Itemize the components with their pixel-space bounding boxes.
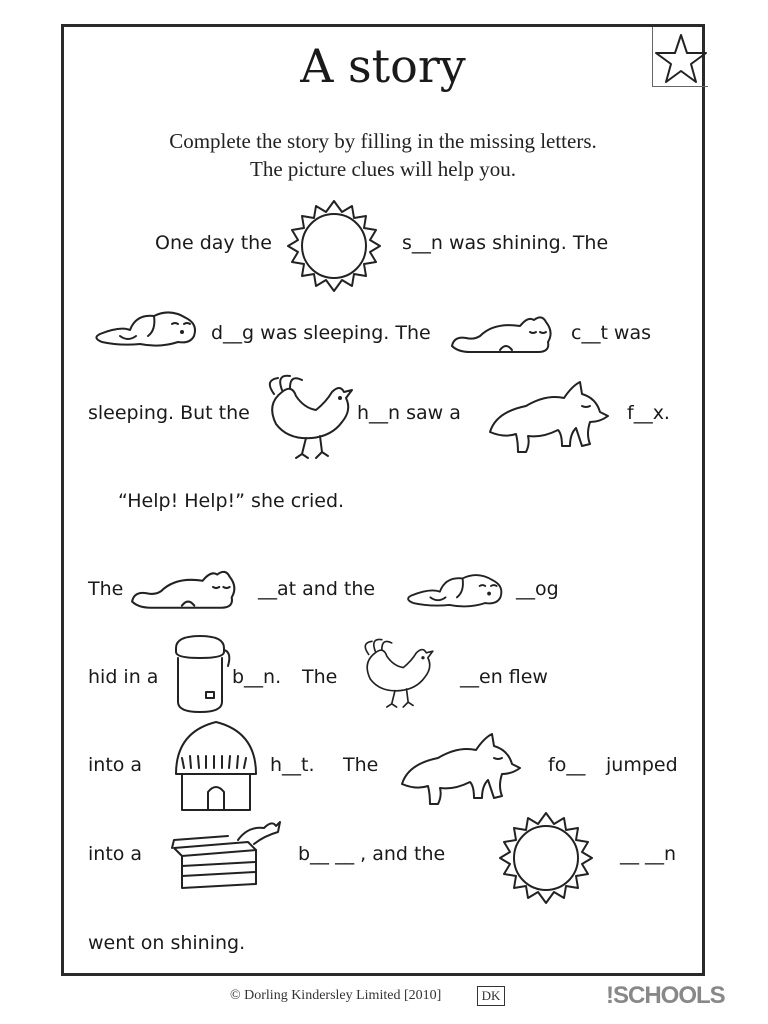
story-text: h__t. [270,754,315,776]
story-text: jumped [606,754,678,776]
story-text: The [88,578,124,600]
story-text: __en flew [460,666,548,688]
story-text: sleeping. But the [88,402,250,424]
sun-icon [496,808,596,908]
story-text: The [343,754,379,776]
story-text: fo__ [548,754,586,776]
story-text: d__g was sleeping. The [211,322,431,344]
story-text: b__n. [232,666,282,688]
story-text: “Help! Help!” she cried. [118,490,345,512]
cat-icon [450,306,556,358]
instructions [64,127,702,183]
fox-icon [398,724,524,808]
brand-logo: !SCHOOLS [606,982,725,1009]
story-text: c__t was [571,322,652,344]
sun-icon [284,196,384,296]
fox-icon [486,372,612,456]
story-text: One day the [155,232,272,254]
hen-icon [350,638,440,712]
story-text: The [302,666,338,688]
cat-icon [130,560,240,614]
hut-icon [168,718,264,814]
dog-icon [90,296,202,352]
copyright-notice: © Dorling Kindersley Limited [2010] [230,988,442,1003]
page-title: A story [300,39,466,93]
box-icon [168,818,284,894]
story-text: __og [516,578,559,600]
story-text: went on shining. [88,932,246,954]
jar-icon [166,632,234,716]
publisher-logo: DK [477,986,505,1006]
story-text: f__x. [627,402,670,424]
story-text: hid in a [88,666,159,688]
story-text: b__ __ , and the [298,843,446,865]
instruction-line-2: The picture clues will help you. [250,157,516,181]
story-text: __ __n [620,843,677,865]
story-text: into a [88,843,143,865]
story-text: h__n saw a [357,402,461,424]
dog-icon [402,558,508,614]
hen-icon [256,374,356,464]
story-text: __at and the [258,578,376,600]
instruction-line-1: Complete the story by filling in the missing letters. [169,129,597,153]
story-text: into a [88,754,143,776]
story-text: s__n was shining. The [402,232,609,254]
